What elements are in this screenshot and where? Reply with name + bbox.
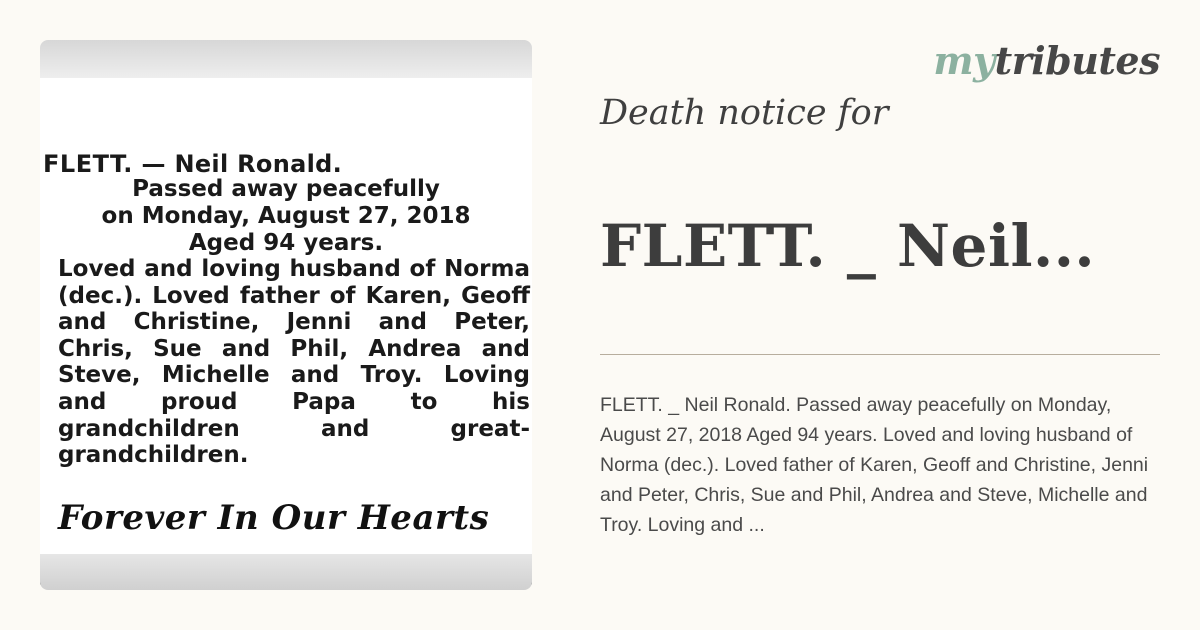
brand-logo-prefix: my: [933, 38, 995, 83]
page-subtitle: Death notice for: [600, 93, 889, 133]
notice-clipping: [40, 78, 532, 554]
notice-line-1: Passed away peacefully: [132, 176, 440, 202]
notice-heading: [43, 150, 342, 178]
brand-logo[interactable]: [933, 38, 1160, 83]
notice-image: [40, 40, 532, 590]
notice-name: — Neil Ronald.: [141, 150, 343, 178]
page-title: FLETT. _ Neil...: [600, 212, 1096, 280]
brand-logo-suffix: tributes: [994, 38, 1160, 83]
divider: [600, 354, 1160, 355]
notice-body: Loved and loving husband of Norma (dec.). Loved father of Karen, Geoff and Christine, Jenni and Peter, Chris, Sue and Phil, Andrea and Steve, Michelle and Troy. Loving and proud Papa to his grandchildren and great-grandchildren.: [58, 256, 530, 469]
notice-surname: FLETT.: [43, 150, 133, 178]
image-bottom-band: [40, 554, 532, 590]
notice-line-3: Aged 94 years.: [188, 230, 384, 256]
notice-line-2: on Monday, August 27, 2018: [101, 203, 471, 229]
notice-excerpt: FLETT. _ Neil Ronald. Passed away peacefully on Monday, August 27, 2018 Aged 94 years. Loved and loving husband of Norma (dec.). Loved father of Karen, Geoff and Christine, Jenni and Peter, Chris, Sue and Phil, Andrea and Steve, Michelle and Troy. Loving and ...: [600, 394, 1149, 536]
notice-script-line: Forever In Our Hearts: [58, 498, 490, 538]
image-top-band: [40, 40, 532, 78]
